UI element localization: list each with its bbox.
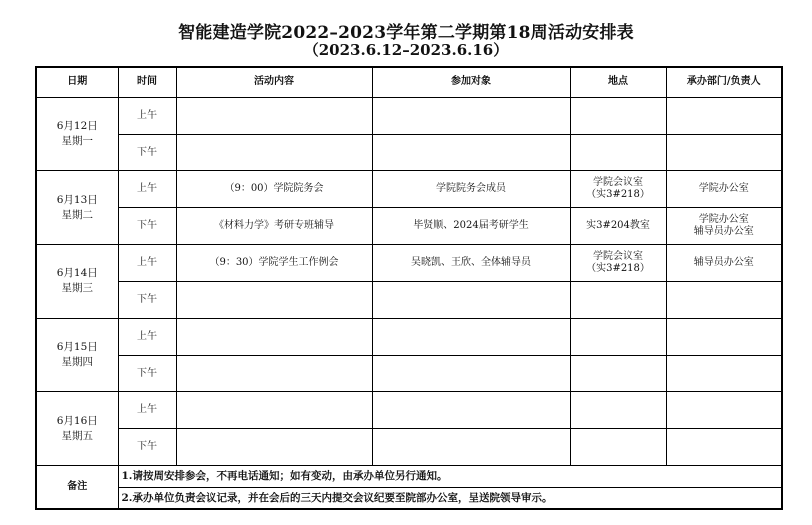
header-organizer: 承办部门/负责人 <box>666 67 782 97</box>
half-day-label: 下午 <box>118 355 176 392</box>
date-label: 6月16日 <box>56 414 98 427</box>
document-subtitle: （2023.6.12–2023.6.16） <box>303 41 509 59</box>
date-cell <box>36 97 118 171</box>
location-cell: 学院会议室 （实3#218） <box>570 171 666 208</box>
participants-cell <box>372 392 570 429</box>
organizer-cell <box>666 318 782 355</box>
weekday-label: 星期三 <box>61 282 93 295</box>
date-cell <box>36 171 118 245</box>
date-label: 6月13日 <box>56 193 98 206</box>
half-day-label: 下午 <box>118 429 176 466</box>
activity-content <box>176 429 372 466</box>
organizer-cell <box>666 392 782 429</box>
date-label: 6月15日 <box>56 341 98 354</box>
header-row <box>36 67 782 97</box>
activity-content: 《材料力学》考研专班辅导 <box>176 208 372 245</box>
date-cell <box>36 392 118 466</box>
half-day-label: 下午 <box>118 281 176 318</box>
half-day-label: 下午 <box>118 208 176 245</box>
header-time: 时间 <box>118 67 176 97</box>
table-row <box>36 355 782 392</box>
header-content: 活动内容 <box>176 67 372 97</box>
notes-label: 备注 <box>36 466 118 509</box>
half-day-label: 上午 <box>118 171 176 208</box>
date-label: 6月14日 <box>56 267 98 280</box>
organizer-cell: 学院办公室 <box>666 171 782 208</box>
table-row <box>36 171 782 208</box>
location-cell <box>570 97 666 134</box>
organizer-cell: 学院办公室 辅导员办公室 <box>666 208 782 245</box>
location-cell <box>570 281 666 318</box>
note-item: 2.承办单位负责会议记录，并在会后的三天内提交会议纪要至院部办公室，呈送院领导审示。 <box>118 487 782 509</box>
participants-cell: 毕贤顺、2024届考研学生 <box>372 208 570 245</box>
activity-content <box>176 134 372 171</box>
schedule-table <box>35 66 783 510</box>
half-day-label: 上午 <box>118 392 176 429</box>
organizer-cell <box>666 429 782 466</box>
location-cell <box>570 429 666 466</box>
activity-content <box>176 392 372 429</box>
table-row <box>36 208 782 245</box>
document-title: 智能建造学院2022–2023学年第二学期第18周活动安排表 <box>178 23 634 43</box>
participants-cell <box>372 318 570 355</box>
half-day-label: 下午 <box>118 134 176 171</box>
location-cell <box>570 392 666 429</box>
location-cell <box>570 355 666 392</box>
location-cell: 学院会议室 （实3#218） <box>570 245 666 282</box>
table-row <box>36 429 782 466</box>
table-row <box>36 392 782 429</box>
notes-row <box>36 466 782 488</box>
activity-content <box>176 355 372 392</box>
date-cell <box>36 245 118 319</box>
participants-cell <box>372 97 570 134</box>
activity-content <box>176 318 372 355</box>
table-row <box>36 245 782 282</box>
weekday-label: 星期二 <box>61 208 93 221</box>
header-participants: 参加对象 <box>372 67 570 97</box>
activity-content: （9：30）学院学生工作例会 <box>176 245 372 282</box>
location-cell <box>570 134 666 171</box>
header-location: 地点 <box>570 67 666 97</box>
half-day-label: 上午 <box>118 245 176 282</box>
participants-cell: 学院院务会成员 <box>372 171 570 208</box>
organizer-cell <box>666 355 782 392</box>
header-date: 日期 <box>36 67 118 97</box>
date-label: 6月12日 <box>56 120 98 133</box>
date-cell <box>36 318 118 392</box>
activity-content: （9：00）学院院务会 <box>176 171 372 208</box>
participants-cell <box>372 281 570 318</box>
weekday-label: 星期一 <box>61 135 93 148</box>
organizer-cell <box>666 97 782 134</box>
participants-cell: 吴晓凯、王欣、全体辅导员 <box>372 245 570 282</box>
table-row <box>36 281 782 318</box>
organizer-cell <box>666 134 782 171</box>
participants-cell <box>372 134 570 171</box>
organizer-cell <box>666 281 782 318</box>
weekday-label: 星期五 <box>61 429 93 442</box>
note-item: 1.请按周安排参会，不再电话通知；如有变动，由承办单位另行通知。 <box>118 466 782 488</box>
participants-cell <box>372 429 570 466</box>
table-row <box>36 134 782 171</box>
activity-content <box>176 97 372 134</box>
table-row <box>36 97 782 134</box>
activity-content <box>176 281 372 318</box>
organizer-cell: 辅导员办公室 <box>666 245 782 282</box>
participants-cell <box>372 355 570 392</box>
table-row <box>36 318 782 355</box>
half-day-label: 上午 <box>118 97 176 134</box>
weekday-label: 星期四 <box>61 356 93 369</box>
location-cell <box>570 318 666 355</box>
half-day-label: 上午 <box>118 318 176 355</box>
notes-row <box>36 487 782 509</box>
location-cell: 实3#204教室 <box>570 208 666 245</box>
